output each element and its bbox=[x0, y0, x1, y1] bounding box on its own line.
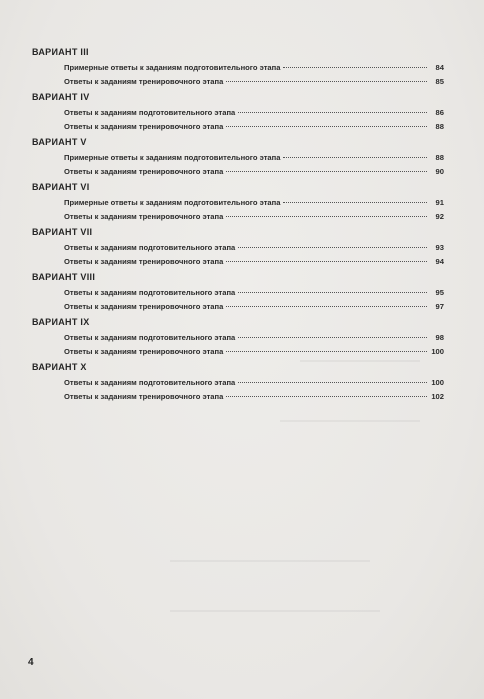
dot-leader bbox=[226, 216, 427, 217]
toc-entry-label: Примерные ответы к заданиям подготовительного этапа bbox=[64, 198, 281, 207]
dot-leader bbox=[238, 247, 427, 248]
toc-entry bbox=[64, 390, 444, 404]
toc-section bbox=[32, 224, 444, 269]
toc-entry-label: Ответы к заданиям подготовительного этапа bbox=[64, 288, 236, 297]
toc-entry-label: Ответы к заданиям подготовительного этапа bbox=[64, 243, 236, 252]
toc-entry-label: Примерные ответы к заданиям подготовительного этапа bbox=[64, 153, 281, 162]
toc-entry-page-number: 95 bbox=[435, 288, 444, 297]
dot-leader bbox=[226, 171, 427, 172]
toc-entry-label: Ответы к заданиям тренировочного этапа bbox=[64, 167, 224, 176]
section-heading: ВАРИАНТ VIII bbox=[32, 272, 96, 282]
toc-entry bbox=[64, 376, 444, 390]
dot-leader bbox=[226, 81, 427, 82]
toc-entry-page-number: 88 bbox=[435, 153, 444, 162]
toc-entry bbox=[64, 286, 444, 300]
toc-entry-page-number: 91 bbox=[435, 198, 444, 207]
dot-leader bbox=[238, 382, 427, 383]
toc-entry-page-number: 86 bbox=[435, 108, 444, 117]
toc-entry-label: Ответы к заданиям тренировочного этапа bbox=[64, 122, 224, 131]
dot-leader bbox=[226, 351, 427, 352]
toc-entry-page-number: 94 bbox=[435, 257, 444, 266]
dot-leader bbox=[238, 337, 427, 338]
toc-entry-page-number: 100 bbox=[431, 378, 444, 387]
toc-entry-page-number: 92 bbox=[435, 212, 444, 221]
toc-entry-label: Ответы к заданиям тренировочного этапа bbox=[64, 257, 224, 266]
toc-entry-label: Ответы к заданиям подготовительного этапа bbox=[64, 378, 236, 387]
toc-entry bbox=[64, 210, 444, 224]
toc-section bbox=[32, 44, 444, 89]
toc-section bbox=[32, 179, 444, 224]
dot-leader bbox=[283, 67, 427, 68]
toc-entry bbox=[64, 331, 444, 345]
toc-entry-page-number: 97 bbox=[435, 302, 444, 311]
dot-leader bbox=[283, 202, 427, 203]
toc-entry-label: Ответы к заданиям подготовительного этапа bbox=[64, 333, 236, 342]
toc-entry bbox=[64, 345, 444, 359]
toc-entry-page-number: 90 bbox=[435, 167, 444, 176]
toc-entry bbox=[64, 255, 444, 269]
toc-entry-page-number: 98 bbox=[435, 333, 444, 342]
section-heading: ВАРИАНТ III bbox=[32, 47, 89, 57]
toc-entry-label: Ответы к заданиям тренировочного этапа bbox=[64, 392, 224, 401]
table-of-contents bbox=[32, 44, 444, 404]
toc-entry-page-number: 84 bbox=[435, 63, 444, 72]
toc-entry bbox=[64, 120, 444, 134]
toc-entry bbox=[64, 241, 444, 255]
toc-entry-label: Ответы к заданиям тренировочного этапа bbox=[64, 77, 224, 86]
dot-leader bbox=[238, 112, 427, 113]
toc-entry-page-number: 85 bbox=[435, 77, 444, 86]
toc-entry-label: Ответы к заданиям тренировочного этапа bbox=[64, 302, 224, 311]
toc-section bbox=[32, 269, 444, 314]
toc-section bbox=[32, 89, 444, 134]
dot-leader bbox=[283, 157, 427, 158]
toc-entry-page-number: 100 bbox=[431, 347, 444, 356]
toc-section bbox=[32, 134, 444, 179]
section-heading: ВАРИАНТ VII bbox=[32, 227, 93, 237]
toc-entry-page-number: 88 bbox=[435, 122, 444, 131]
toc-entry-label: Примерные ответы к заданиям подготовительного этапа bbox=[64, 63, 281, 72]
section-heading: ВАРИАНТ IX bbox=[32, 317, 90, 327]
toc-entry bbox=[64, 196, 444, 210]
section-heading: ВАРИАНТ IV bbox=[32, 92, 90, 102]
toc-entry-page-number: 93 bbox=[435, 243, 444, 252]
toc-entry bbox=[64, 75, 444, 89]
bleed-through-mark bbox=[170, 560, 370, 562]
toc-entry-label: Ответы к заданиям подготовительного этапа bbox=[64, 108, 236, 117]
toc-entry bbox=[64, 300, 444, 314]
toc-entry-page-number: 102 bbox=[431, 392, 444, 401]
toc-section bbox=[32, 359, 444, 404]
dot-leader bbox=[238, 292, 427, 293]
bleed-through-mark bbox=[280, 420, 420, 422]
page-number: 4 bbox=[28, 657, 34, 668]
toc-entry-label: Ответы к заданиям тренировочного этапа bbox=[64, 347, 224, 356]
toc-entry bbox=[64, 106, 444, 120]
toc-entry-label: Ответы к заданиям тренировочного этапа bbox=[64, 212, 224, 221]
dot-leader bbox=[226, 396, 427, 397]
toc-entry bbox=[64, 151, 444, 165]
bleed-through-mark bbox=[170, 610, 380, 612]
section-heading: ВАРИАНТ VI bbox=[32, 182, 90, 192]
section-heading: ВАРИАНТ X bbox=[32, 362, 87, 372]
dot-leader bbox=[226, 126, 427, 127]
toc-entry bbox=[64, 61, 444, 75]
dot-leader bbox=[226, 306, 427, 307]
dot-leader bbox=[226, 261, 427, 262]
toc-entry bbox=[64, 165, 444, 179]
section-heading: ВАРИАНТ V bbox=[32, 137, 87, 147]
toc-section bbox=[32, 314, 444, 359]
